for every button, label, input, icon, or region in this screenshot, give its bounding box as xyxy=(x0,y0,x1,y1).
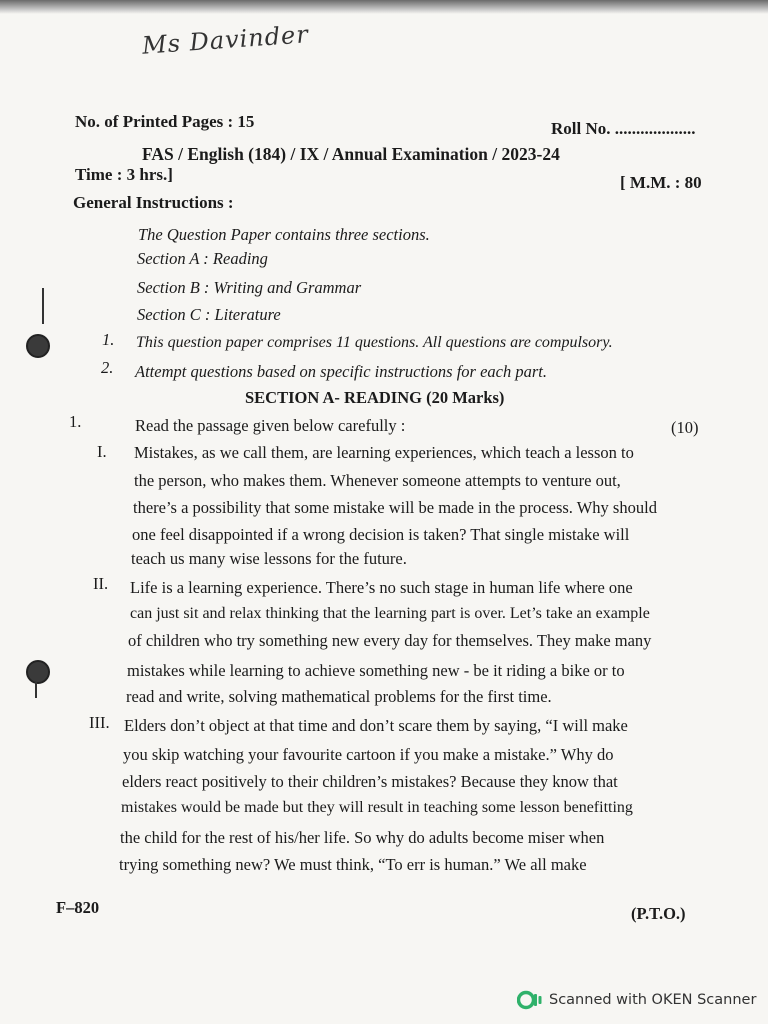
passage-line: Elders don’t object at that time and don’t scare them by saying, “I will make xyxy=(124,716,628,735)
passage-line: Life is a learning experience. There’s no such stage in human life where one xyxy=(130,578,633,597)
passage-line: the person, who makes them. Whenever someone attempts to venture out, xyxy=(134,471,621,490)
instruction-line: Section C : Literature xyxy=(137,305,281,324)
instruction-line: Section B : Writing and Grammar xyxy=(137,278,362,297)
passage-line: teach us many wise lessons for the future. xyxy=(131,549,407,568)
passage-line: mistakes would be made but they will result in teaching some lesson benefitting xyxy=(121,799,633,816)
scanner-watermark-text: Scanned with OKEN Scanner xyxy=(549,992,757,1008)
instruction-line: The Question Paper contains three sections. xyxy=(138,225,430,244)
margin-mark xyxy=(35,682,37,698)
question-marks: (10) xyxy=(671,418,699,437)
general-instructions-heading: General Instructions : xyxy=(73,193,234,212)
punch-hole-bottom xyxy=(26,660,50,684)
paper-code: F–820 xyxy=(56,898,100,917)
passage-line: read and write, solving mathematical problems for the first time. xyxy=(126,687,552,706)
passage-line: the child for the rest of his/her life. So why do adults become miser when xyxy=(120,828,605,847)
punch-hole-top xyxy=(26,334,50,358)
scan-top-edge xyxy=(0,0,768,14)
roll-no: Roll No. ................... xyxy=(551,119,696,138)
instruction-text: This question paper comprises 11 questions. All questions are compulsory. xyxy=(136,334,613,351)
passage-line: elders react positively to their children’s mistakes? Because they know that xyxy=(122,772,618,791)
pto-label: (P.T.O.) xyxy=(631,904,686,923)
instruction-line: Section A : Reading xyxy=(137,249,268,268)
scanner-watermark xyxy=(517,989,756,1011)
instruction-number: 1. xyxy=(102,330,115,349)
margin-mark xyxy=(42,288,44,324)
scanner-logo-icon xyxy=(517,989,543,1011)
section-heading: SECTION A- READING (20 Marks) xyxy=(245,388,505,407)
exam-title: FAS / English (184) / IX / Annual Examination / 2023-24 xyxy=(142,144,560,164)
printed-pages: No. of Printed Pages : 15 xyxy=(75,112,255,131)
paragraph-label: I. xyxy=(97,442,107,461)
passage-line: one feel disappointed if a wrong decision is taken? That single mistake will xyxy=(132,525,630,544)
instruction-text: Attempt questions based on specific instructions for each part. xyxy=(135,362,548,381)
passage-line: can just sit and relax thinking that the learning part is over. Let’s take an example xyxy=(130,605,650,622)
max-marks: [ M.M. : 80 xyxy=(620,173,702,192)
instruction-number: 2. xyxy=(101,358,114,377)
question-number: 1. xyxy=(69,412,82,431)
passage-line: you skip watching your favourite cartoon if you make a mistake.” Why do xyxy=(123,745,614,764)
passage-line: trying something new? We must think, “To err is human.” We all make xyxy=(119,855,587,874)
handwritten-note: Ms Davinder xyxy=(141,20,310,60)
passage-line: of children who try something new every day for themselves. They make many xyxy=(128,631,652,650)
paragraph-label: II. xyxy=(93,574,109,593)
passage-line: mistakes while learning to achieve something new - be it riding a bike or to xyxy=(127,661,625,680)
paragraph-label: III. xyxy=(89,713,110,732)
question-text: Read the passage given below carefully : xyxy=(135,416,406,435)
passage-line: there’s a possibility that some mistake will be made in the process. Why should xyxy=(133,498,657,517)
time: Time : 3 hrs.] xyxy=(75,165,173,184)
passage-line: Mistakes, as we call them, are learning experiences, which teach a lesson to xyxy=(134,443,634,462)
